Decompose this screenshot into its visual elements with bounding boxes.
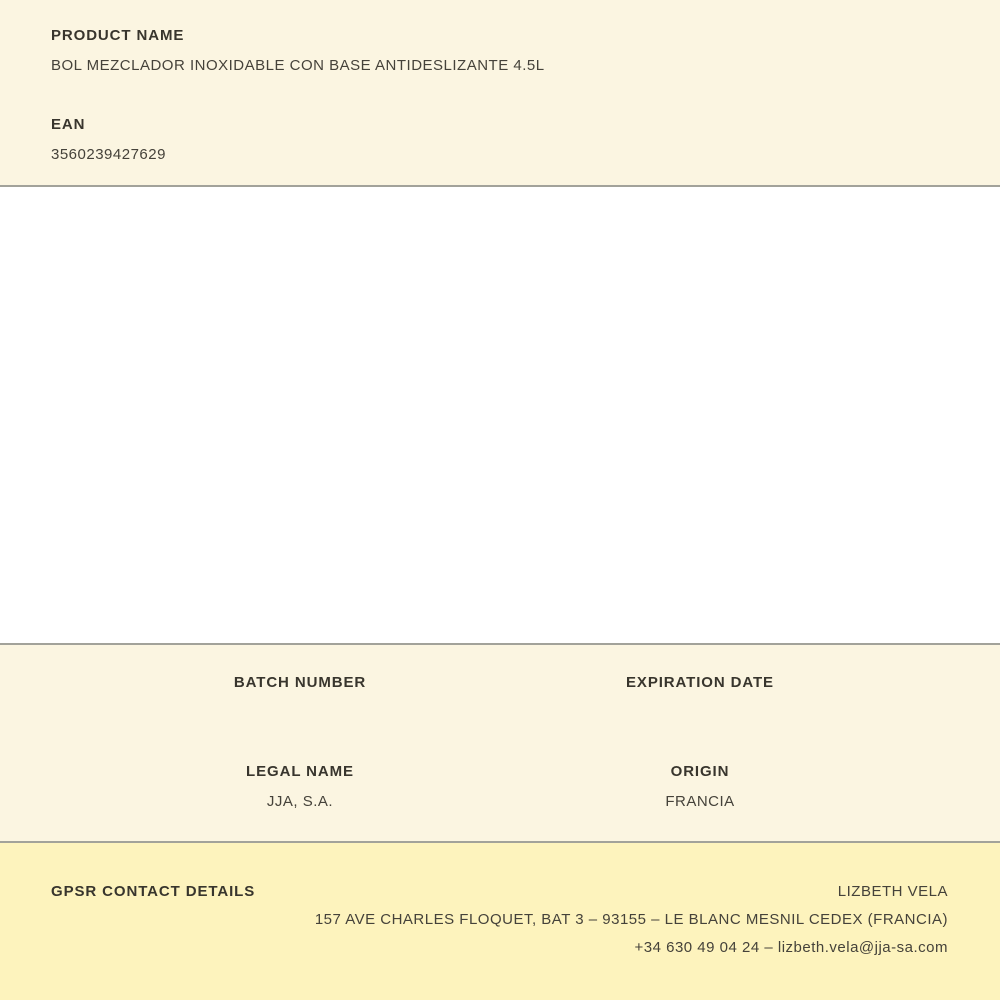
contact-phone-email: +34 630 49 04 24 – lizbeth.vela@jja-sa.com [634, 939, 948, 956]
contact-address: 157 AVE CHARLES FLOQUET, BAT 3 – 93155 – LE BLANC MESNIL CEDEX (FRANCIA) [314, 911, 948, 928]
gpsr-contact-header [51, 878, 948, 906]
origin-label: ORIGIN [670, 763, 730, 780]
batch-number-field [100, 674, 500, 722]
details-row-1 [100, 674, 900, 722]
gpsr-contact-title: GPSR CONTACT DETAILS [51, 883, 256, 900]
origin-value: FRANCIA [665, 793, 735, 810]
details-section [0, 645, 1000, 843]
product-section [0, 0, 1000, 187]
ean-label: EAN [51, 116, 86, 133]
details-grid [100, 674, 900, 811]
batch-number-label: BATCH NUMBER [233, 674, 367, 691]
product-name-field [51, 27, 949, 75]
expiration-date-value [500, 703, 900, 722]
origin-field [500, 763, 900, 811]
ean-field [51, 116, 949, 164]
empty-content-area [0, 187, 1000, 645]
legal-name-field [100, 763, 500, 811]
batch-number-value [100, 703, 500, 722]
product-name-value: BOL MEZCLADOR INOXIDABLE CON BASE ANTIDESLIZANTE 4.5L [51, 57, 545, 74]
legal-name-value: JJA, S.A. [266, 793, 334, 810]
legal-name-label: LEGAL NAME [246, 763, 354, 780]
expiration-date-field [500, 674, 900, 722]
details-row-2 [100, 763, 900, 811]
expiration-date-label: EXPIRATION DATE [626, 674, 774, 691]
contact-name: LIZBETH VELA [837, 883, 948, 900]
ean-value: 3560239427629 [51, 146, 166, 163]
product-name-label: PRODUCT NAME [51, 27, 185, 44]
gpsr-contact-section [0, 843, 1000, 1000]
